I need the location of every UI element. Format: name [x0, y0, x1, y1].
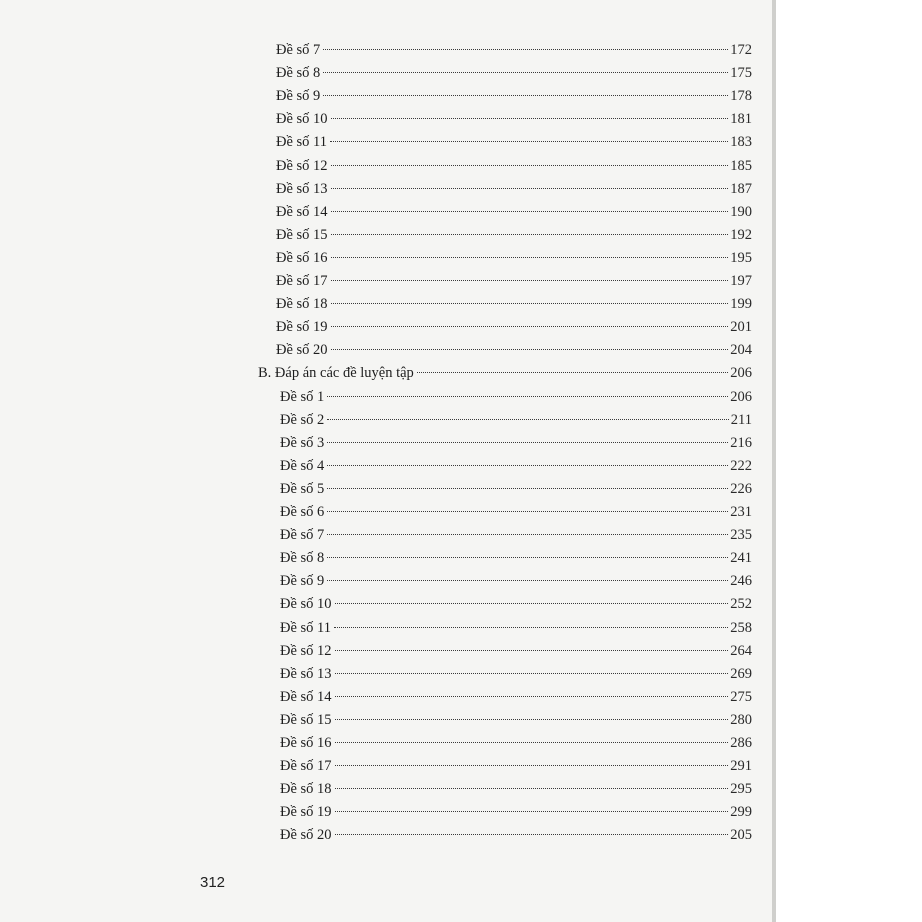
toc-page-number: 222: [730, 457, 752, 474]
dot-leader: [331, 257, 729, 258]
toc-page-number: 192: [730, 226, 752, 243]
toc-entry-row: [276, 202, 752, 222]
toc-page-number: 199: [730, 296, 752, 313]
toc-entry-title: Đề số 9: [280, 573, 325, 590]
dot-leader: [327, 557, 728, 558]
toc-entry-row: [276, 294, 752, 314]
toc-entry-title: Đề số 11: [276, 134, 328, 151]
dot-leader: [331, 165, 729, 166]
toc-entry-row: [280, 571, 752, 591]
dot-leader: [331, 118, 729, 119]
toc-entry-title: Đề số 20: [280, 827, 332, 844]
dot-leader: [323, 49, 728, 50]
toc-entry-row: [276, 225, 752, 245]
toc-entry-row: [276, 179, 752, 199]
dot-leader: [331, 326, 729, 327]
toc-page-number: 241: [730, 550, 752, 567]
toc-entry-row: [276, 271, 752, 291]
toc-page-number: 235: [730, 527, 752, 544]
toc-entry-row: [276, 63, 752, 83]
toc-entry-title: Đề số 7: [280, 527, 325, 544]
toc-entry-row: [280, 825, 752, 845]
toc-page-number: 211: [730, 411, 752, 428]
toc-entry-title: Đề số 13: [276, 180, 328, 197]
toc-entry-title: Đề số 12: [280, 642, 332, 659]
toc-entry-title: Đề số 10: [276, 111, 328, 128]
toc-entry-row: [280, 525, 752, 545]
toc-page-number: 175: [730, 65, 752, 82]
dot-leader: [327, 488, 728, 489]
toc-page-number: 187: [730, 180, 752, 197]
toc-page-number: 181: [730, 111, 752, 128]
toc-entry-title: Đề số 17: [280, 758, 332, 775]
toc-entry-title: Đề số 7: [276, 42, 321, 58]
dot-leader: [335, 696, 729, 697]
toc-section-row: [258, 363, 752, 383]
toc-entry-row: [276, 317, 752, 337]
toc-page-number: 206: [730, 365, 752, 382]
toc-page-number: 299: [730, 804, 752, 821]
dot-leader: [327, 396, 728, 397]
toc-entry-row: [280, 479, 752, 499]
toc-page-number: 280: [730, 711, 752, 728]
dot-leader: [323, 72, 728, 73]
toc-entry-title: Đề số 20: [276, 342, 328, 359]
dot-leader: [334, 627, 728, 628]
toc-entry-row: [280, 548, 752, 568]
dot-leader: [335, 650, 729, 651]
toc-entry-title: Đề số 15: [276, 226, 328, 243]
toc-page-number: 226: [730, 480, 752, 497]
toc-page-number: 178: [730, 88, 752, 105]
toc-page-number: 252: [730, 596, 752, 613]
dot-leader: [327, 534, 728, 535]
dot-leader: [330, 141, 728, 142]
toc-entry-title: Đề số 19: [280, 804, 332, 821]
dot-leader: [417, 372, 728, 373]
toc-page-number: 295: [730, 781, 752, 798]
toc-entry-title: Đề số 3: [280, 434, 325, 451]
toc-entry-title: Đề số 18: [280, 781, 332, 798]
toc-entry-row: [280, 502, 752, 522]
toc-entry-title: Đề số 5: [280, 480, 325, 497]
dot-leader: [331, 280, 729, 281]
dot-leader: [327, 419, 728, 420]
toc-page-number: 205: [730, 827, 752, 844]
dot-leader: [335, 765, 729, 766]
toc-page-number: 269: [730, 665, 752, 682]
dot-leader: [335, 603, 729, 604]
toc-entry-row: [276, 109, 752, 129]
toc-entry-title: Đề số 8: [280, 550, 325, 567]
toc-entry-title: Đề số 17: [276, 273, 328, 289]
dot-leader: [335, 673, 729, 674]
toc-entry-title: Đề số 16: [276, 249, 328, 266]
toc-entry-title: Đề số 15: [280, 711, 332, 728]
toc-entry-row: [276, 40, 752, 60]
toc-entry-title: Đề số 4: [280, 457, 325, 474]
toc-page-number: 258: [730, 619, 752, 636]
toc-entry-title: Đề số 9: [276, 88, 321, 105]
toc-page-number: 190: [730, 203, 752, 220]
toc-entry-title: Đề số 19: [276, 319, 328, 336]
toc-entry-title: Đề số 11: [280, 619, 332, 636]
toc-entry-title: Đề số 14: [276, 203, 328, 220]
toc-entry-row: [280, 456, 752, 476]
toc-section-title: B. Đáp án các đề luyện tập: [258, 365, 414, 382]
dot-leader: [327, 580, 728, 581]
toc-entry-row: [280, 710, 752, 730]
dot-leader: [331, 234, 729, 235]
toc-entry-title: Đề số 13: [280, 665, 332, 682]
toc-entry-row: [280, 756, 752, 776]
toc-page-number: 201: [730, 319, 752, 336]
toc-entry-row: [280, 387, 752, 407]
toc-entry-title: Đề số 14: [280, 688, 332, 705]
toc-entry-row: [280, 664, 752, 684]
toc-entry-row: [280, 641, 752, 661]
dot-leader: [335, 811, 729, 812]
toc-page-number: 206: [730, 388, 752, 405]
toc-entry-row: [276, 248, 752, 268]
toc-entry-row: [280, 594, 752, 614]
toc-entry-title: Đề số 1: [280, 388, 325, 405]
toc-page-number: 172: [730, 42, 752, 58]
toc-entry-row: [276, 132, 752, 152]
toc-page-number: 195: [730, 249, 752, 266]
dot-leader: [335, 742, 729, 743]
dot-leader: [323, 95, 728, 96]
toc-page-number: 204: [730, 342, 752, 359]
toc-entry-title: Đề số 8: [276, 65, 321, 82]
toc-entry-row: [276, 86, 752, 106]
toc-entry-title: Đề số 2: [280, 411, 325, 428]
toc-page-number: 275: [730, 688, 752, 705]
toc-entry-row: [280, 733, 752, 753]
dot-leader: [327, 442, 728, 443]
toc-page-number: 286: [730, 735, 752, 751]
toc-entry-row: [280, 410, 752, 430]
toc-entry-row: [280, 618, 752, 638]
dot-leader: [331, 303, 729, 304]
toc-page-number: 216: [730, 434, 752, 451]
dot-leader: [327, 465, 728, 466]
dot-leader: [331, 211, 729, 212]
toc-page-number: 183: [730, 134, 752, 151]
toc-entry-row: [280, 779, 752, 799]
dot-leader: [335, 719, 729, 720]
toc-page-number: 231: [730, 504, 752, 520]
toc-page-number: 197: [730, 273, 752, 289]
page-number: 312: [200, 874, 226, 891]
book-spine-edge: [772, 0, 776, 922]
toc-entry-row: [280, 802, 752, 822]
dot-leader: [331, 188, 729, 189]
toc-page-number: 291: [730, 758, 752, 775]
toc-entry-row: [276, 156, 752, 176]
dot-leader: [331, 349, 729, 350]
toc-page-number: 264: [730, 642, 752, 659]
toc-entry-title: Đề số 12: [276, 157, 328, 174]
toc-entry-title: Đề số 18: [276, 296, 328, 313]
toc-page-number: 246: [730, 573, 752, 590]
dot-leader: [335, 788, 729, 789]
toc-entry-row: [276, 340, 752, 360]
toc-entry-row: [280, 687, 752, 707]
toc-entry-row: [280, 433, 752, 453]
dot-leader: [327, 511, 728, 512]
toc-entry-title: Đề số 10: [280, 596, 332, 613]
toc-page-number: 185: [730, 157, 752, 174]
toc-entry-title: Đề số 6: [280, 504, 325, 520]
toc-entry-title: Đề số 16: [280, 735, 332, 751]
dot-leader: [335, 834, 729, 835]
